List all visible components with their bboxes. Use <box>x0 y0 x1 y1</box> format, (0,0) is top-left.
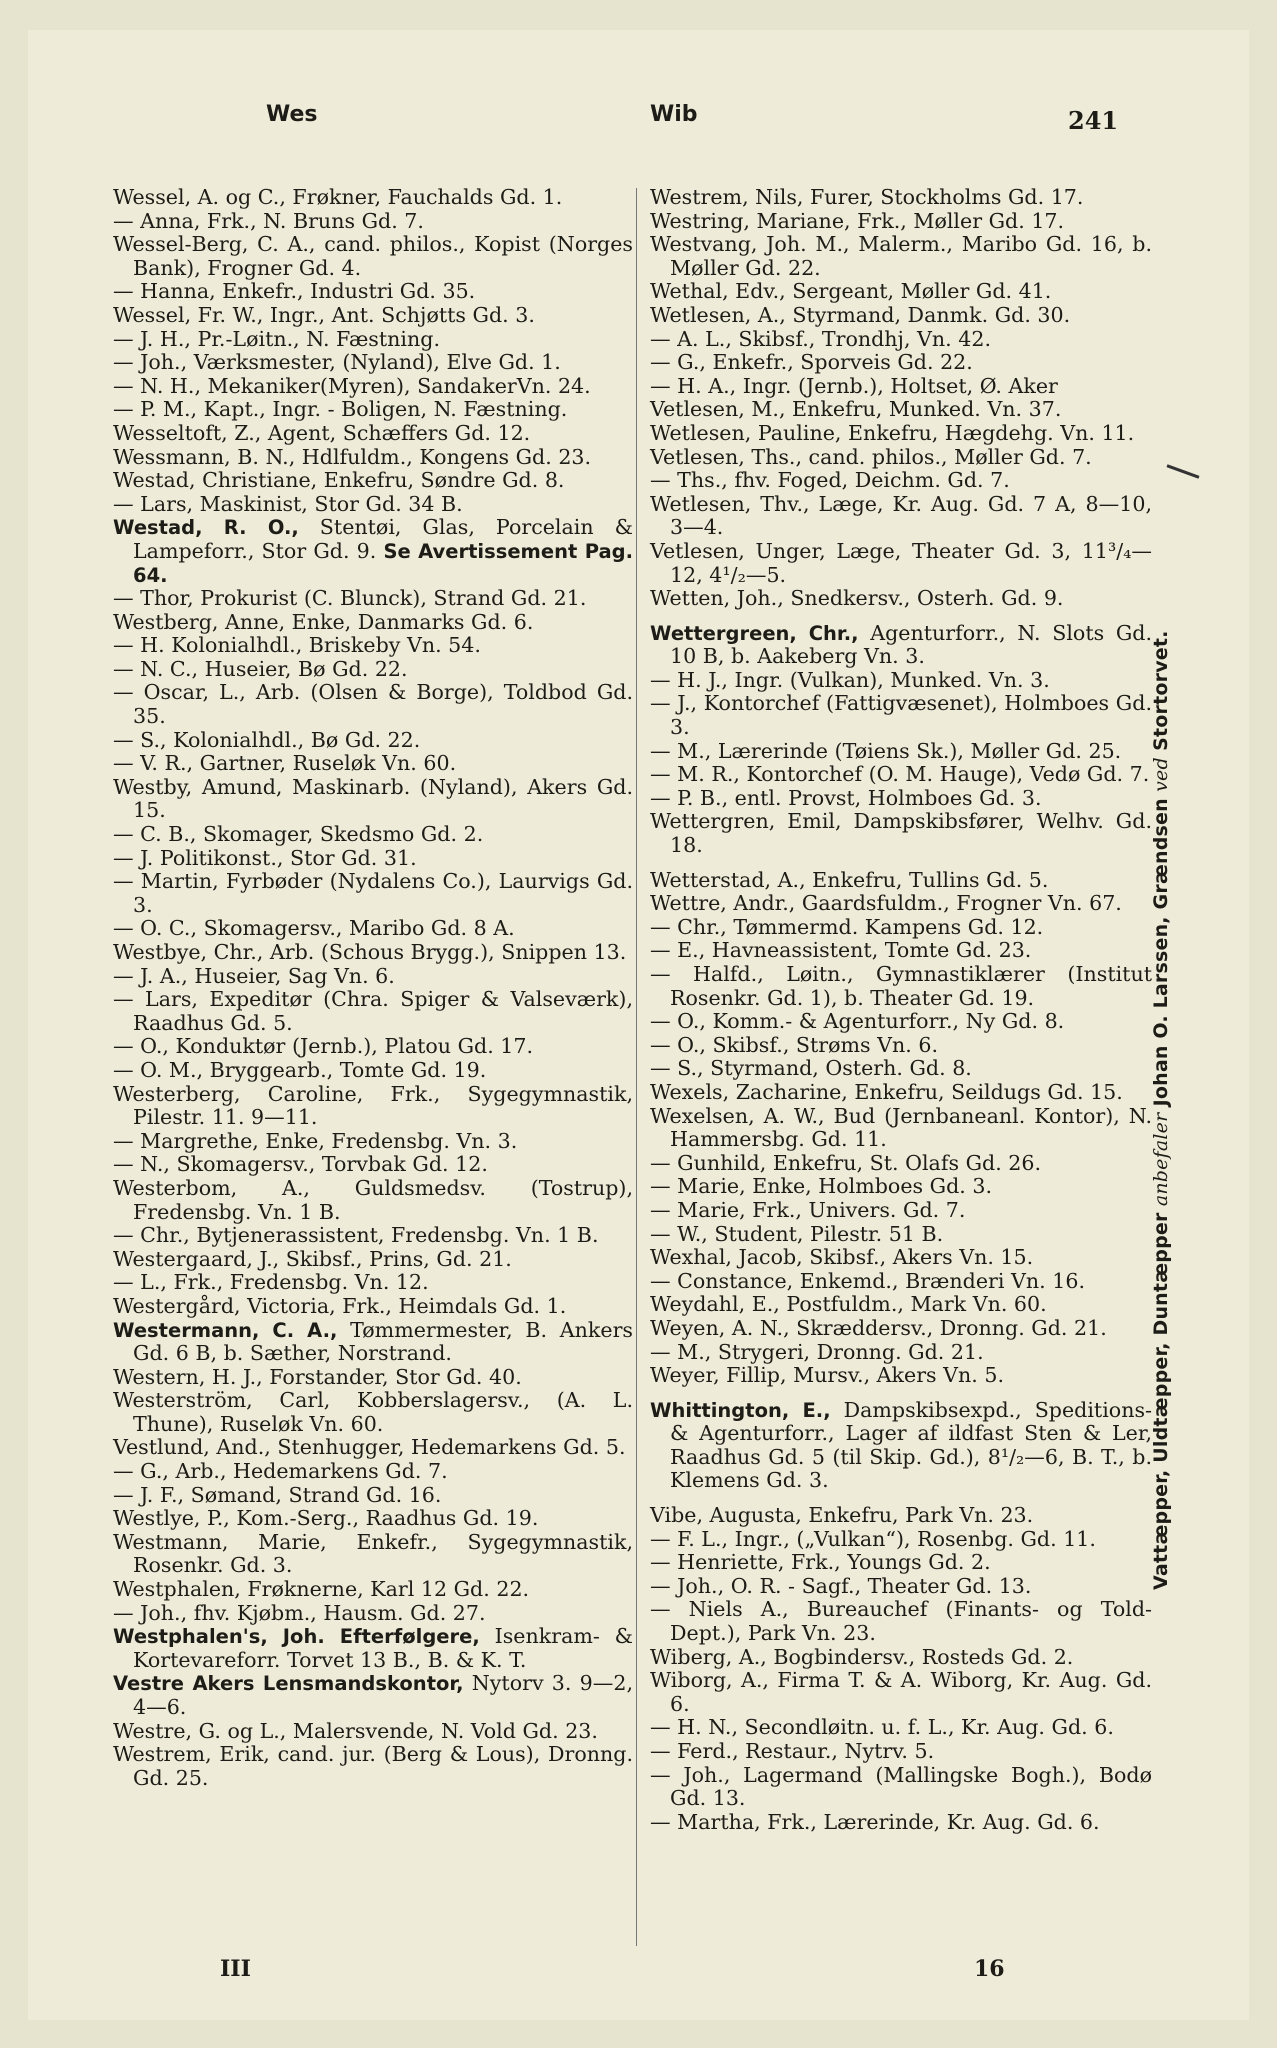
directory-entry <box>113 1224 633 1248</box>
entry-text: — S., Styrmand, Osterh. Gd. 8. <box>650 1056 972 1081</box>
directory-entry <box>650 692 1152 739</box>
directory-entry <box>113 1035 633 1059</box>
entry-text: Westby, Amund, Maskinarb. (Nyland), Akers Gd. 15. <box>113 774 633 823</box>
entry-text: — P. B., entl. Provst, Holmboes Gd. 3. <box>650 785 1042 810</box>
entry-text: Westerbom, A., Guldsmedsv. (Tostrup), Fredensbg. Vn. 1 B. <box>113 1175 633 1224</box>
directory-entry <box>650 1152 1152 1176</box>
directory-entry <box>113 1177 633 1224</box>
directory-entry <box>650 1317 1152 1341</box>
entry-text: — J. F., Sømand, Strand Gd. 16. <box>113 1482 442 1507</box>
entry-text: — O. C., Skomagersv., Maribo Gd. 8 A. <box>113 916 515 941</box>
entry-text: Westbye, Chr., Arb. (Schous Brygg.), Snippen 13. <box>113 940 627 964</box>
entry-text: Vetlesen, Unger, Læge, Theater Gd. 3, 11³/₄—12, 4¹/₂—5. <box>650 538 1152 587</box>
entry-text: Wiberg, A., Bogbindersv., Rosteds Gd. 2. <box>650 1644 1074 1669</box>
directory-entry <box>650 1811 1152 1835</box>
directory-entry <box>113 658 633 682</box>
directory-entry <box>113 1248 633 1272</box>
directory-entry <box>113 823 633 847</box>
entry-text: — Chr., Tømmermd. Kampens Gd. 12. <box>650 914 1044 939</box>
entry-text: — W., Student, Pilestr. 51 B. <box>650 1221 944 1246</box>
entry-text: — O., Konduktør (Jernb.), Platou Gd. 17. <box>113 1034 534 1059</box>
directory-entry <box>113 351 633 375</box>
directory-entry <box>650 1341 1152 1365</box>
directory-entry <box>113 1366 633 1390</box>
entry-text: — Ths., fhv. Foged, Deichm. Gd. 7. <box>650 468 1010 493</box>
entry-text: Westvang, Joh. M., Malerm., Maribo Gd. 16, b. Møller Gd. 22. <box>650 232 1152 280</box>
entry-name-bold: Westphalen's, Joh. Efterfølgere, <box>113 1625 480 1649</box>
directory-entry <box>113 375 633 399</box>
entry-text: Westerberg, Caroline, Frk., Sygegymnastik, Pilestr. 11. 9—11. <box>113 1081 633 1130</box>
entry-text: — Margrethe, Enke, Fredensbg. Vn. 3. <box>113 1128 518 1153</box>
directory-entry <box>650 422 1152 446</box>
directory-entry <box>650 469 1152 493</box>
running-head-left: Wes <box>266 102 318 127</box>
entry-text: — M., Strygeri, Dronng. Gd. 21. <box>650 1339 984 1364</box>
directory-entry <box>650 763 1152 787</box>
entry-text: — Thor, Prokurist (C. Blunck), Strand Gd. 21. <box>113 586 587 611</box>
entry-text: Westberg, Anne, Enke, Danmarks Gd. 6. <box>113 609 534 634</box>
directory-entry <box>650 375 1152 399</box>
directory-entry <box>650 587 1152 611</box>
directory-entry <box>113 776 633 823</box>
directory-entry <box>650 669 1152 693</box>
directory-entry <box>113 1389 633 1436</box>
directory-entry <box>113 186 633 210</box>
directory-entry <box>650 869 1152 893</box>
directory-entry <box>113 210 633 234</box>
entry-text: — Chr., Bytjenerassistent, Fredensbg. Vn. 1 B. <box>113 1223 599 1248</box>
directory-entry <box>113 847 633 871</box>
entry-text: Wethal, Edv., Sergeant, Møller Gd. 41. <box>650 279 1052 304</box>
entry-text: — Hanna, Enkefr., Industri Gd. 35. <box>113 279 476 304</box>
entry-text: Weyer, Fillip, Mursv., Akers Vn. 5. <box>650 1363 1005 1388</box>
directory-entry <box>113 493 633 517</box>
entry-text: Wetten, Joh., Snedkersv., Osterh. Gd. 9. <box>650 586 1064 611</box>
directory-entry <box>113 1460 633 1484</box>
entry-text: Vetlesen, M., Enkefru, Munked. Vn. 37. <box>650 397 1062 422</box>
entry-text: — Lars, Maskinist, Stor Gd. 34 B. <box>113 491 463 516</box>
directory-entry <box>113 1130 633 1154</box>
entry-name-bold: Whittington, E., <box>650 1398 831 1422</box>
entry-text: Weydahl, E., Postfuldm., Mark Vn. 60. <box>650 1292 1047 1317</box>
directory-entry <box>113 729 633 753</box>
entry-text: Westre, G. og L., Malersvende, N. Vold Gd. 23. <box>113 1718 598 1743</box>
directory-entry <box>650 1246 1152 1270</box>
entry-text: — L., Frk., Fredensbg. Vn. 12. <box>113 1270 429 1295</box>
entry-text: Westlye, P., Kom.-Serg., Raadhus Gd. 19. <box>113 1506 539 1531</box>
directory-entry <box>650 1364 1152 1388</box>
directory-entry <box>650 740 1152 764</box>
entry-text: Wessel-Berg, C. A., cand. philos., Kopist (Norges Bank), Frogner Gd. 4. <box>113 232 633 280</box>
entry-text: — Joh., fhv. Kjøbm., Hausm. Gd. 27. <box>113 1600 486 1625</box>
directory-entry <box>113 280 633 304</box>
entry-text: Westergaard, J., Skibsf., Prins, Gd. 21. <box>113 1246 512 1271</box>
directory-entry <box>650 493 1152 540</box>
directory-entry <box>113 1271 633 1295</box>
directory-entry <box>113 917 633 941</box>
directory-entry <box>113 422 633 446</box>
entry-text: Vibe, Augusta, Enkefru, Park Vn. 23. <box>650 1503 1034 1528</box>
directory-entry <box>650 622 1152 669</box>
directory-entry <box>650 1716 1152 1740</box>
directory-entry <box>650 892 1152 916</box>
directory-entry <box>650 916 1152 940</box>
directory-entry <box>650 186 1152 210</box>
entry-text: — Halfd., Løitn., Gymnastiklærer (Institut Rosenkr. Gd. 1), b. Theater Gd. 19. <box>650 962 1152 1010</box>
entry-text: Wessmann, B. N., Hdlfuldm., Kongens Gd. 23. <box>113 444 592 469</box>
entry-text: Tømmermester, B. Ankers Gd. 6 B, b. Sæther, Norstrand. <box>133 1317 633 1366</box>
directory-entry <box>650 304 1152 328</box>
directory-entry <box>650 1669 1152 1716</box>
entry-text: — Oscar, L., Arb. (Olsen & Borge), Toldbod Gd. 35. <box>113 680 633 729</box>
directory-entry <box>113 587 633 611</box>
directory-entry <box>113 1531 633 1578</box>
pencil-mark <box>1167 464 1200 478</box>
directory-entry <box>113 446 633 470</box>
directory-entry <box>650 1010 1152 1034</box>
entry-text: — H. J., Ingr. (Vulkan), Munked. Vn. 3. <box>650 667 1050 692</box>
directory-entry <box>650 1034 1152 1058</box>
left-column <box>113 186 633 1790</box>
directory-entry <box>650 280 1152 304</box>
directory-entry <box>650 1598 1152 1645</box>
entry-text: — Joh., O. R. - Sagf., Theater Gd. 13. <box>650 1573 1032 1598</box>
entry-text: Wiborg, A., Firma T. & A. Wiborg, Kr. Aug. Gd. 6. <box>650 1668 1152 1716</box>
entry-text: — O., Skibsf., Strøms Vn. 6. <box>650 1032 939 1057</box>
directory-entry <box>113 304 633 328</box>
directory-entry <box>650 1105 1152 1152</box>
footer-signature-left: III <box>220 1956 251 1982</box>
entry-text: — S., Kolonialhdl., Bø Gd. 22. <box>113 727 421 752</box>
entry-text: Westrem, Nils, Furer, Stockholms Gd. 17. <box>650 185 1084 209</box>
directory-entry <box>113 752 633 776</box>
directory-entry <box>650 1646 1152 1670</box>
entry-text: Agenturforr., N. Slots Gd. 10 B, b. Aakeberg Vn. 3. <box>670 620 1152 669</box>
column-divider <box>636 188 637 1946</box>
directory-entry <box>113 1720 633 1744</box>
entry-text: — J., Kontorchef (Fattigvæsenet), Holmboes Gd. 3. <box>650 691 1152 740</box>
directory-entry <box>650 540 1152 587</box>
entry-text: Wettre, Andr., Gaardsfuldm., Frogner Vn. 67. <box>650 891 1122 916</box>
entry-text: — Lars, Expeditør (Chra. Spiger & Valseværk), Raadhus Gd. 5. <box>113 987 633 1035</box>
directory-entry <box>650 1551 1152 1575</box>
entry-text: — F. L., Ingr., („Vulkan“), Rosenbg. Gd. 11. <box>650 1526 1096 1551</box>
entry-text: — A. L., Skibsf., Trondhj, Vn. 42. <box>650 326 992 351</box>
directory-entry <box>650 398 1152 422</box>
directory-entry <box>113 1153 633 1177</box>
directory-entry <box>650 1740 1152 1764</box>
entry-text: Stentøi, Glas, Porcelain & Lampeforr., Stor Gd. 9. <box>133 515 633 563</box>
directory-entry <box>650 1081 1152 1105</box>
directory-entry <box>650 1399 1152 1493</box>
directory-entry <box>113 1059 633 1083</box>
entry-text: — O. M., Bryggearb., Tomte Gd. 19. <box>113 1057 487 1082</box>
entry-text: — J. A., Huseier, Sag Vn. 6. <box>113 963 395 988</box>
directory-entry <box>650 1575 1152 1599</box>
entry-text: — C. B., Skomager, Skedsmo Gd. 2. <box>113 822 484 847</box>
entry-text: Westergård, Victoria, Frk., Heimdals Gd. 1. <box>113 1293 567 1318</box>
directory-entry <box>113 1507 633 1531</box>
entry-text: Dampskibsexpd., Speditions- & Agenturforr., Lager af ildfast Sten & Ler, Raadhus Gd. 5 (til Skip. Gd.), 8¹/₂—6, B. T., b. Klemens Gd. 3. <box>670 1397 1152 1493</box>
directory-entry <box>113 1743 633 1790</box>
entry-text: — Marie, Frk., Univers. Gd. 7. <box>650 1197 966 1222</box>
advertisement-reference: Se Avertissement Pag. 64. <box>133 539 633 587</box>
directory-entry <box>650 810 1152 857</box>
directory-entry <box>113 681 633 728</box>
entry-text: — M. R., Kontorchef (O. M. Hauge), Vedø Gd. 7. <box>650 762 1150 787</box>
directory-entry <box>113 870 633 917</box>
directory-entry <box>113 611 633 635</box>
entry-text: Westrem, Erik, cand. jur. (Berg & Lous), Dronng. Gd. 25. <box>113 1742 633 1790</box>
entry-text: Nytorv 3. 9—2, 4—6. <box>133 1671 633 1719</box>
directory-entry <box>650 1293 1152 1317</box>
entry-text: — Henriette, Frk., Youngs Gd. 2. <box>650 1550 991 1575</box>
entry-text: — O., Komm.- & Agenturforr., Ny Gd. 8. <box>650 1009 1065 1034</box>
entry-text: — J. Politikonst., Stor Gd. 31. <box>113 845 417 870</box>
entry-text: — P. M., Kapt., Ingr. - Boligen, N. Fæstning. <box>113 397 568 422</box>
directory-entry <box>650 1199 1152 1223</box>
directory-entry <box>113 1602 633 1626</box>
entry-text: — V. R., Gartner, Ruseløk Vn. 60. <box>113 751 457 776</box>
directory-entry <box>113 1578 633 1602</box>
entry-text: Wexhal, Jacob, Skibsf., Akers Vn. 15. <box>650 1245 1034 1270</box>
entry-text: Wexels, Zacharine, Enkefru, Seildugs Gd. 15. <box>650 1079 1123 1104</box>
directory-entry <box>113 1083 633 1130</box>
directory-entry <box>650 1528 1152 1552</box>
entry-text: Wessel, A. og C., Frøkner, Fauchalds Gd. 1. <box>113 185 563 209</box>
directory-entry <box>113 1672 633 1719</box>
directory-entry <box>113 941 633 965</box>
directory-entry <box>113 398 633 422</box>
entry-text: Wetlesen, Pauline, Enkefru, Hægdehg. Vn. 11. <box>650 420 1135 445</box>
entry-text: Westad, Christiane, Enkefru, Søndre Gd. 8. <box>113 468 565 493</box>
directory-entry <box>113 988 633 1035</box>
directory-entry <box>113 1436 633 1460</box>
entry-text: Western, H. J., Forstander, Stor Gd. 40. <box>113 1364 522 1389</box>
entry-text: Weyen, A. N., Skræddersv., Dronng. Gd. 21. <box>650 1315 1107 1340</box>
entry-text: — Constance, Enkemd., Brænderi Vn. 16. <box>650 1268 1085 1293</box>
entry-text: Vetlesen, Ths., cand. philos., Møller Gd. 7. <box>650 444 1092 469</box>
directory-entry <box>650 1504 1152 1528</box>
entry-text: — G., Arb., Hedemarkens Gd. 7. <box>113 1459 448 1484</box>
directory-entry <box>650 1223 1152 1247</box>
entry-text: — Martha, Frk., Lærerinde, Kr. Aug. Gd. 6. <box>650 1809 1100 1834</box>
entry-text: — H. A., Ingr. (Jernb.), Holtset, Ø. Aker <box>650 373 1058 398</box>
entry-text: Westring, Mariane, Frk., Møller Gd. 17. <box>650 208 1065 233</box>
entry-text: — Anna, Frk., N. Bruns Gd. 7. <box>113 208 424 233</box>
directory-entry <box>113 469 633 493</box>
directory-entry <box>113 1484 633 1508</box>
entry-text: — E., Havneassistent, Tomte Gd. 23. <box>650 938 1032 963</box>
entry-text: Wessel, Fr. W., Ingr., Ant. Schjøtts Gd. 3. <box>113 302 535 327</box>
directory-entry <box>650 351 1152 375</box>
footer-signature-center: 16 <box>974 1956 1005 1982</box>
directory-entry <box>650 1764 1152 1811</box>
directory-entry <box>113 516 633 587</box>
directory-entry <box>113 965 633 989</box>
entry-text: Wetlesen, Thv., Læge, Kr. Aug. Gd. 7 A, 8—10, 3—4. <box>650 491 1152 540</box>
running-head-center: Wib <box>650 102 698 127</box>
entry-text: — M., Lærerinde (Tøiens Sk.), Møller Gd. 25. <box>650 738 1122 763</box>
entry-text: — Gunhild, Enkefru, St. Olafs Gd. 26. <box>650 1150 1042 1175</box>
directory-entry <box>113 233 633 280</box>
directory-entry <box>113 328 633 352</box>
entry-text: Isenkram- & Kortevareforr. Torvet 13 B., B. & K. T. <box>133 1624 633 1672</box>
entry-text: — H. Kolonialhdl., Briskeby Vn. 54. <box>113 633 481 658</box>
entry-text: — Marie, Enke, Holmboes Gd. 3. <box>650 1174 992 1199</box>
entry-text: Vestlund, And., Stenhugger, Hedemarkens Gd. 5. <box>113 1435 626 1460</box>
directory-entry <box>650 446 1152 470</box>
entry-text: Wettergren, Emil, Dampskibsfører, Welhv. Gd. 18. <box>650 809 1152 858</box>
entry-text: — N., Skomagersv., Torvbak Gd. 12. <box>113 1152 488 1177</box>
directory-entry <box>650 233 1152 280</box>
directory-entry <box>113 1625 633 1672</box>
directory-entry <box>113 1319 633 1366</box>
entry-text: — Joh., Værksmester, (Nyland), Elve Gd. 1. <box>113 350 561 375</box>
directory-entry <box>650 963 1152 1010</box>
directory-entry <box>113 1295 633 1319</box>
entry-text: Wetterstad, A., Enkefru, Tullins Gd. 5. <box>650 867 1049 892</box>
entry-text: — Martin, Fyrbøder (Nydalens Co.), Laurvigs Gd. 3. <box>113 869 633 917</box>
entry-text: — Joh., Lagermand (Mallingske Bogh.), Bodø Gd. 13. <box>650 1762 1152 1811</box>
entry-text: — G., Enkefr., Sporveis Gd. 22. <box>650 350 973 375</box>
entry-name-bold: Vestre Akers Lensmandskontor, <box>113 1672 464 1696</box>
sidebar-advertisement: Vattæpper, Uldtæpper, Duntæpper anbefaler Johan O. Larssen, Grændsen ved Stortorvet. <box>1150 630 1172 1590</box>
entry-text: Wexelsen, A. W., Bud (Jernbaneanl. Kontor), N. Hammersbg. Gd. 11. <box>650 1103 1152 1152</box>
entry-text: Wesseltoft, Z., Agent, Schæffers Gd. 12. <box>113 420 531 445</box>
entry-text: — Ferd., Restaur., Nytrv. 5. <box>650 1739 935 1763</box>
directory-entry <box>650 210 1152 234</box>
entry-name-bold: Westermann, C. A., <box>113 1318 338 1342</box>
directory-entry <box>650 1175 1152 1199</box>
page-number: 241 <box>1068 106 1119 135</box>
entry-text: Westphalen, Frøknerne, Karl 12 Gd. 22. <box>113 1577 530 1602</box>
directory-entry <box>113 634 633 658</box>
entry-name-bold: Wettergreen, Chr., <box>650 621 859 645</box>
entry-text: Westmann, Marie, Enkefr., Sygegymnastik, Rosenkr. Gd. 3. <box>113 1529 633 1578</box>
directory-entry <box>650 1270 1152 1294</box>
entry-text: Wetlesen, A., Styrmand, Danmk. Gd. 30. <box>650 302 1071 327</box>
right-column <box>650 186 1152 1834</box>
entry-text: — N. C., Huseier, Bø Gd. 22. <box>113 656 408 681</box>
entry-text: Westerström, Carl, Kobberslagersv., (A. L. Thune), Ruseløk Vn. 60. <box>113 1388 633 1436</box>
entry-text: — J. H., Pr.-Løitn., N. Fæstning. <box>113 326 440 351</box>
directory-entry <box>650 939 1152 963</box>
directory-entry <box>650 328 1152 352</box>
entry-text: — Niels A., Bureauchef (Finants- og Told-Dept.), Park Vn. 23. <box>650 1597 1152 1646</box>
entry-name-bold: Westad, R. O., <box>113 516 299 540</box>
entry-text: — N. H., Mekaniker(Myren), SandakerVn. 24. <box>113 373 591 398</box>
entry-text: — H. N., Secondløitn. u. f. L., Kr. Aug. Gd. 6. <box>650 1715 1114 1740</box>
directory-page <box>28 30 1249 2020</box>
directory-entry <box>650 787 1152 811</box>
directory-entry <box>650 1057 1152 1081</box>
